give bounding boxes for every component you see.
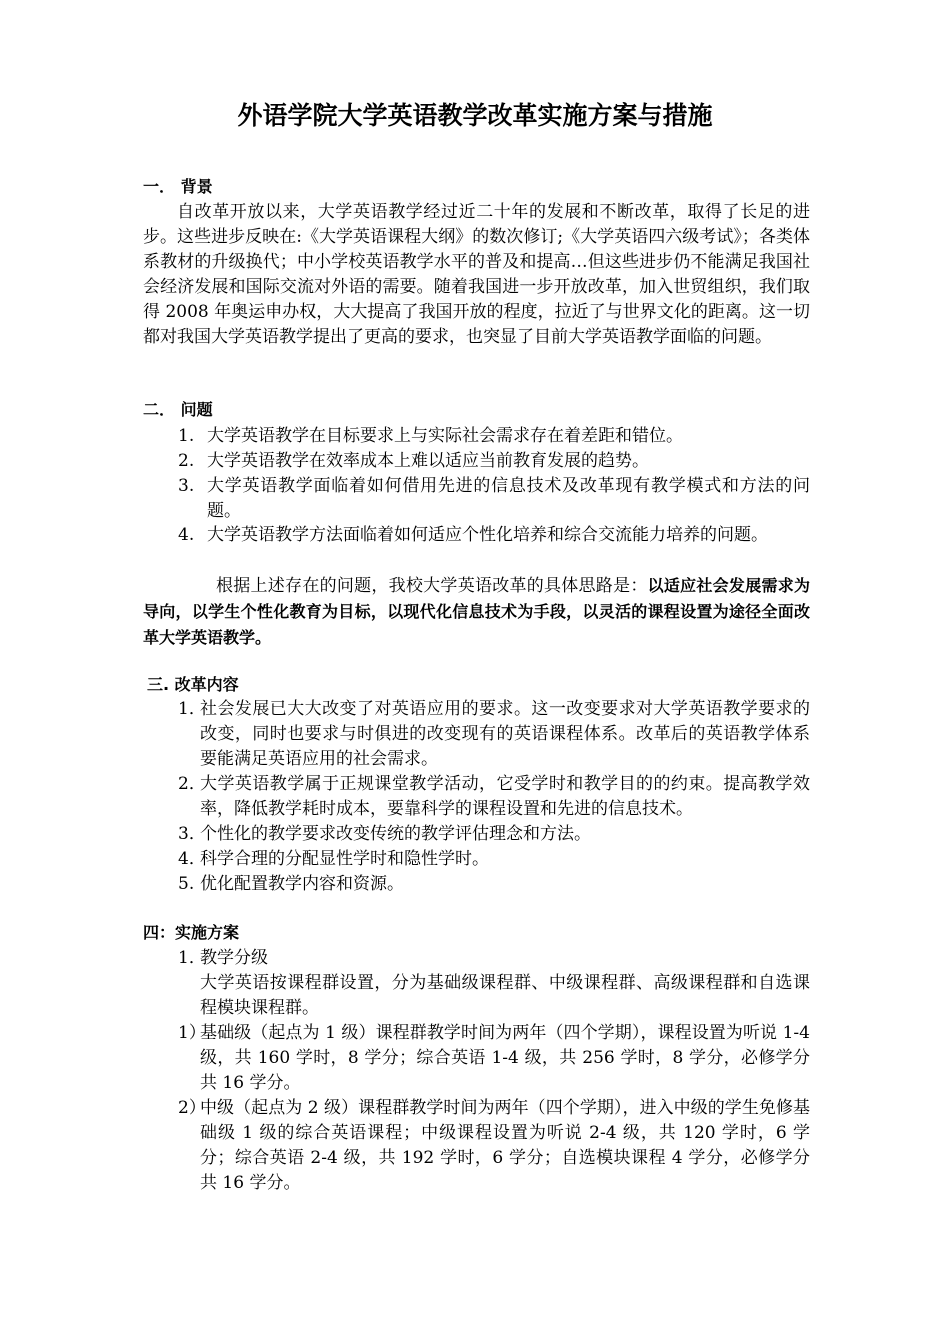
- list-item: [178, 449, 810, 474]
- list-item-text: 大学英语按课程群设置，分为基础级课程群、中级课程群、高级课程群和自选课程模块课程群。: [200, 973, 810, 1018]
- section-heading-reform-content: 三. 改革内容: [147, 675, 239, 694]
- list-item-text: 大学英语教学方法面临着如何适应个性化培养和综合交流能力培养的问题。: [207, 525, 768, 545]
- sub-list-item: [178, 1096, 810, 1196]
- conclusion-paragraph: [143, 573, 810, 651]
- list-item-number: 2．: [178, 774, 206, 794]
- list-item-number: 4.: [178, 525, 195, 545]
- list-item: [178, 872, 810, 897]
- list-item-text: 基础级（起点为 1 级）课程群教学时间为两年（四个学期），课程设置为听说 1-4 级，共 160 学时，8 学分；综合英语 1-4 级，共 256 学时，8 学分，必修学分共 16 学分。: [200, 1023, 810, 1093]
- sub-list-item: [178, 1021, 810, 1096]
- list-item: [178, 847, 810, 872]
- list-item-number: 5.: [178, 874, 195, 894]
- conclusion-lead: 根据上述存在的问题，我校大学英语改革的具体思路是：: [216, 576, 648, 596]
- list-item-text: 个性化的教学要求改变传统的教学评估理念和方法。: [200, 824, 591, 844]
- list-item-text: 社会发展已大大改变了对英语应用的要求。这一改变要求对大学英语教学要求的改变，同时也要求与时俱进的改变现有的英语课程体系。改革后的英语教学体系要能满足英语应用的社会需求。: [200, 699, 810, 769]
- list-item-text: 优化配置教学内容和资源。: [200, 874, 404, 894]
- list-item-text: 中级（起点为 2 级）课程群教学时间为两年（四个学期），进入中级的学生免修基础级 1 级的综合英语课程；中级课程设置为听说 2-4 级，共 120 学时，6 学分；综合英语 2-4 级，共 192 学时，6 学分；自选模块课程 4 学分，必修学分共 16 学分。: [200, 1098, 810, 1193]
- list-item-number: 3．: [178, 824, 206, 844]
- section-heading-background: 一． 背景: [143, 177, 213, 196]
- list-item-number: 4．: [178, 849, 206, 869]
- list-item-number: 1．: [178, 948, 206, 968]
- list-item-text: 大学英语教学在效率成本上难以适应当前教育发展的趋势。: [207, 451, 649, 471]
- list-item: [178, 523, 810, 548]
- list-item-number: 2.: [178, 451, 195, 471]
- background-paragraph: 自改革开放以来，大学英语教学经过近二十年的发展和不断改革，取得了长足的进步。这些进步反映在:《大学英语课程大纲》的数次修订;《大学英语四六级考试》；各类体系教材的升级换代；中小学校英语教学水平的普及和提高…但这些进步仍不能满足我国社会经济发展和国际交流对外语的需要。随着我国进一步开放改革，加入世贸组织，我们取得 2008 年奥运申办权，大大提高了我国开放的程度，拉近了与世界文化的距离。这一切都对我国大学英语教学提出了更高的要求，也突显了目前大学英语教学面临的问题。: [143, 202, 810, 347]
- list-item: [178, 772, 810, 822]
- list-item-number: 3.: [178, 476, 195, 496]
- list-item-number: 1）: [178, 1023, 206, 1043]
- list-item-number: 2）: [178, 1098, 206, 1118]
- conclusion-emphasis: 以适应社会发展需求为导向，以学生个性化教育为目标，以现代化信息技术为手段，以灵活的课程设置为途径全面改革大学英语教学。: [143, 576, 810, 647]
- list-item-text: 科学合理的分配显性学时和隐性学时。: [200, 849, 489, 869]
- list-item-text: 大学英语教学在目标要求上与实际社会需求存在着差距和错位。: [207, 426, 683, 446]
- list-item-text: 大学英语教学属于正规课堂教学活动，它受学时和教学目的的约束。提高教学效率，降低教学耗时成本，要靠科学的课程设置和先进的信息技术。: [200, 774, 810, 819]
- list-item-number: 1.: [178, 426, 195, 446]
- list-item-title: 教学分级: [200, 948, 268, 968]
- list-item-number: 1．: [178, 699, 206, 719]
- document-title: 外语学院大学英语教学改革实施方案与措施: [237, 101, 713, 130]
- section-heading-problems: 二． 问题: [143, 400, 213, 419]
- list-item: [178, 822, 810, 847]
- list-item: [178, 697, 810, 772]
- list-item: [178, 946, 810, 1021]
- list-item: [178, 424, 810, 449]
- list-item: [178, 474, 810, 524]
- section-heading-implementation: 四：实施方案: [143, 923, 240, 942]
- list-item-text: 大学英语教学面临着如何借用先进的信息技术及改革现有教学模式和方法的问题。: [207, 476, 810, 521]
